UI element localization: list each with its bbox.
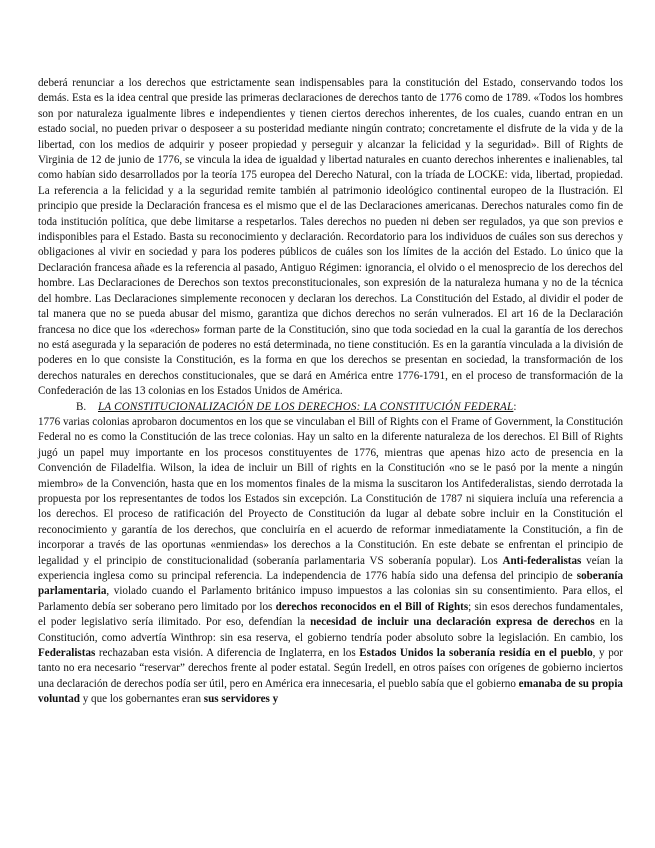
- paragraph-body: [38, 415, 623, 708]
- text-run: rechazaban esta visión. A diferencia de Inglaterra, en los: [95, 647, 360, 660]
- text-run: 1776 varias colonias aprobaron documentos en los que se vinculaban el Bill of Rights con el Frame of Government, la Constitución Federal no es como la Constitución de las trece colonias. Hay un salto en la diferente naturaleza de los derechos. El Bill of Rights jugó un papel muy importante en los procesos constituyentes de 1776, mientras que apenas hizo acto de presencia en la Convención de Filadelfia. Wilson, la idea de incluir un Bill of rights en la Constitución «no se le pasó por la mente a ningún miembro» de la Convención, hasta que en los momentos finales de la misma la suscitaron los Antifederalistas, siendo derrotada la propuesta por los representantes de todos los Estados sin excepción. La Constitución de 1787 ni siquiera incluía una referencia a los derechos. El proceso de ratificación del Proyecto de Constitución da lugar al debate sobre incluir en la Constitución el reconocimiento y garantía de los derechos, que concluiría en el acuerdo de reformar inmediatamente la Constitución, a fin de incorporar a través de las oportunas «enmiendas» los derechos a la Constitución. En este debate se enfrentan el principio de legalidad y el principio de constitucionalidad (soberanía parlamentaria VS soberanía popular). Los: [38, 415, 623, 567]
- section-letter: B.: [76, 400, 87, 413]
- bold-run: Federalistas: [38, 647, 96, 660]
- text-run: ; sin esos derechos fundamentales, el poder legislativo sería ilimitado. Por eso, defendían la: [38, 600, 623, 629]
- text-run: veían la experiencia inglesa como su principal referencia. La independencia de 1776 había sido una defensa del principio de: [38, 554, 624, 582]
- text-run: y que los gobernantes eran: [79, 693, 204, 706]
- document-page: [38, 76, 623, 708]
- bold-run: derechos reconocidos en el Bill of Rights: [275, 600, 469, 613]
- section-title-wrap: LA CONSTITUCIONALIZACIÓN DE LOS DERECHOS: LA CONSTITUCIÓN FEDERAL:: [98, 400, 517, 413]
- bold-run: sus servidores y: [203, 693, 279, 706]
- section-heading: [38, 400, 623, 415]
- bold-run: emanaba de su propia voluntad: [38, 677, 623, 706]
- bold-run: Estados Unidos la soberanía residía en el pueblo: [359, 647, 593, 660]
- bold-run: Anti-federalistas: [502, 554, 582, 567]
- text-run: , y por tanto no era necesario “reservar” derechos frente al poder estatal. Según Iredell, en otros países con orígenes de gobierno inciertos una declaración de derechos podía ser útil, pero en América era innecesaria, el pueblo sabía que el gobierno: [38, 647, 623, 690]
- text-run: en la Constitución, como advertía Winthrop: sin esa reserva, el gobierno tendría poder absoluto sobre la legislación. En cambio, los: [38, 616, 624, 644]
- paragraph-intro: deberá renunciar a los derechos que estrictamente sean indispensables para la constitución del Estado, conservando todos los demás. Esta es la idea central que preside las primeras declaraciones de derechos tanto de 1776 como de 1789. «Todos los hombres son por naturaleza igualmente libres e independientes y tienen ciertos derechos inherentes, de los cuales, cuando entran en un estado social, no pueden privar o desposeer a su posteridad mediante ningún contrato; concretamente el disfrute de la vida y de la libertad, con los medios de adquirir y poseer propiedad y perseguir y alcanzar la felicidad y la seguridad». Bill of Rights de Virginia de 12 de junio de 1776, se vincula la idea de igualdad y libertad naturales en cuanto derechos inherentes e inalienables, tal como habían sido desarrollados por la teoría 175 europea del Derecho Natural, con la tríada de LOCKE: vida, libertad, propiedad. La referencia a la felicidad y a la seguridad remite también al patrimonio ideológico continental europeo de la Ilustración. El principio que preside la Declaración francesa es el mismo que el de las Declaraciones americanas. Derechos naturales como fin de toda institución política, que debe limitarse a respetarlos. Tales derechos no pueden ni deben ser regulados, ya que son previos e indisponibles para el Estado. Basta su reconocimiento y declaración. Recordatorio para los individuos de cuáles son sus derechos y obligaciones al vivir en sociedad y para los poderes públicos de cuáles son los límites de la acción del Estado. Lo único que la Declaración francesa añade es la referencia al pasado, Antiguo Régimen: ignorancia, el olvido o el menosprecio de los derechos del hombre. Las Declaraciones de Derechos son textos preconstitucionales, son expresión de la naturaleza humana y no de la técnica del hombre. Las Declaraciones simplemente reconocen y declaran los derechos. La Constitución del Estado, al dividir el poder de tal manera que no se pueda abusar del mismo, garantiza que dichos derechos no serán vulnerados. El art 16 de la Declaración francesa no dice que los «derechos» forman parte de la Constitución, sino que toda sociedad en la cual la garantía de los derechos no está asegurada y la separación de poderes no está determinada, no tiene constitución. Es en la garantía vinculada a la división de poderes en lo que consiste la Constitución, es la forma en que los derechos se presentan en sociedad, la transformación de los derechos naturales en derechos constitucionales, que se dará en América entre 1776-1791, en el proceso de transformación de la Confederación de las 13 colonias en los Estados Unidos de América.: [38, 77, 623, 398]
- bold-run: necesidad de incluir una declaración expresa de derechos: [310, 616, 595, 629]
- text-run: , violado cuando el Parlamento británico impuso impuestos a las colonias sin su consentimiento. Para ellos, el Parlamento debía ser soberano pero limitado por los: [38, 585, 623, 613]
- bold-run: soberanía parlamentaria: [38, 570, 623, 598]
- section-title: LA CONSTITUCIONALIZACIÓN DE LOS DERECHOS: LA CONSTITUCIÓN FEDERAL: [98, 400, 514, 413]
